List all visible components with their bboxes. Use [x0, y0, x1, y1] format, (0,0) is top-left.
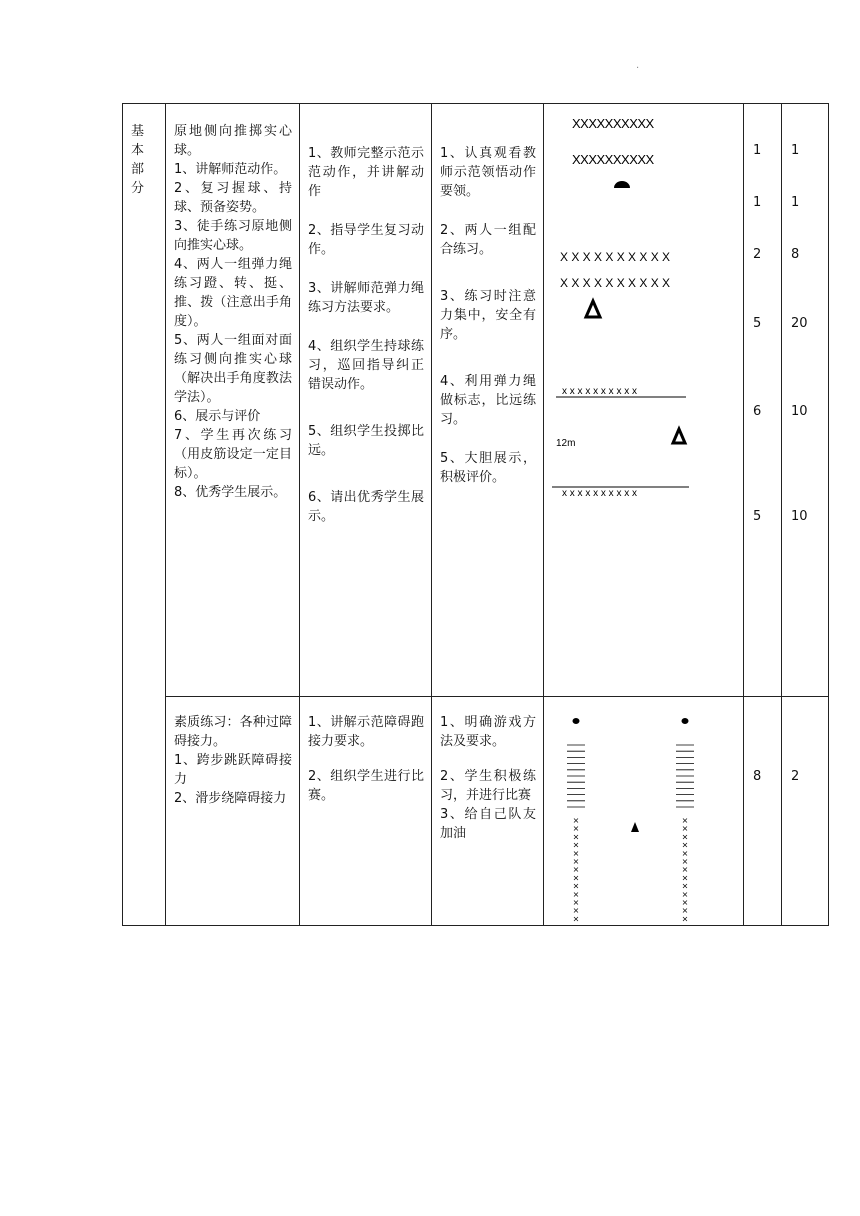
- teacher-line: 2、组织学生进行比赛。: [308, 769, 424, 803]
- student-cell: [432, 697, 544, 926]
- content-line: 5、两人一组面对面练习侧向推实心球（解决出手角度教法学法）。: [174, 333, 292, 405]
- content-line: 1、讲解师范动作。: [174, 162, 287, 177]
- intensity-value: 2: [791, 769, 800, 784]
- teacher-cell: [300, 104, 432, 697]
- formation-row: x x x x x x x x x x: [562, 386, 638, 397]
- formation-diagram-cell: [544, 104, 744, 697]
- teacher-line: 1、讲解示范障碍跑接力要求。: [308, 715, 424, 749]
- runner-mark: ×: [681, 840, 689, 850]
- runner-mark: ×: [572, 898, 580, 907]
- flag-dot-icon: [573, 718, 580, 724]
- teacher-line: 3、讲解师范弹力绳练习方法要求。: [308, 281, 424, 315]
- runner-mark: ×: [572, 873, 580, 883]
- teacher-triangle-icon: [631, 822, 639, 832]
- runner-mark: ×: [681, 816, 689, 825]
- runner-mark: ×: [681, 865, 689, 875]
- time-value: 2: [753, 247, 762, 262]
- content-line: 4、两人一组弹力绳练习蹬、转、挺、推、拨（注意出手角度）。: [174, 257, 292, 329]
- teacher-line: 4、组织学生持球练习，巡回指导纠正错误动作。: [308, 339, 424, 392]
- runner-mark: ×: [572, 906, 580, 916]
- intensity-value: 8: [791, 247, 800, 262]
- student-cell: [432, 104, 544, 697]
- runner-mark: ×: [572, 848, 580, 858]
- intensity-cell: [782, 697, 829, 926]
- teacher-cell: [300, 697, 432, 926]
- runner-mark: ×: [572, 840, 580, 850]
- runner-mark: ×: [681, 898, 689, 907]
- content-cell: [166, 697, 300, 926]
- formation-diagram: [544, 104, 744, 694]
- student-line: 4、利用弹力绳做标志，比远练习。: [440, 374, 536, 427]
- student-line: 3、给自己队友加油: [440, 807, 536, 841]
- formation-row: XXXXXXXXXX: [572, 152, 654, 167]
- formation-row: X X X X X X X X X X: [560, 276, 671, 290]
- relay-diagram: [544, 697, 744, 925]
- time-value: 8: [753, 769, 762, 784]
- runner-mark: ×: [572, 914, 580, 924]
- teacher-line: 2、指导学生复习动作。: [308, 223, 424, 257]
- content-cell: [166, 104, 300, 697]
- intensity-value: 10: [791, 509, 808, 524]
- runner-mark: ×: [681, 906, 689, 916]
- time-value: 6: [753, 404, 762, 419]
- time-cell: [744, 697, 782, 926]
- formation-row: X X X X X X X X X X: [560, 250, 671, 264]
- time-cell: [744, 104, 782, 697]
- table-row: [123, 697, 829, 926]
- teacher-line: 1、教师完整示范示范动作，并讲解动作: [308, 146, 424, 199]
- runner-mark: ×: [681, 873, 689, 883]
- section-label: 基本部分: [131, 124, 145, 196]
- content-line: 1、跨步跳跃障碍接力: [174, 753, 292, 787]
- content-line: 8、优秀学生展示。: [174, 485, 287, 500]
- time-value: 5: [753, 509, 762, 524]
- time-value: 1: [753, 143, 762, 158]
- student-line: 2、学生积极练习，并进行比赛: [440, 769, 536, 803]
- student-line: 3、练习时注意力集中，安全有序。: [440, 289, 536, 342]
- content-line: 素质练习：各种过障碍接力。: [174, 715, 292, 749]
- runner-mark: ×: [681, 824, 689, 834]
- runner-mark: ×: [681, 832, 689, 842]
- section-cell: [123, 104, 166, 926]
- runner-mark: ×: [572, 816, 580, 825]
- time-value: 1: [753, 195, 762, 210]
- content-line: 原地侧向推掷实心球。: [174, 124, 292, 158]
- teacher-line: 5、组织学生投掷比远。: [308, 424, 424, 458]
- teacher-line: 6、请出优秀学生展示。: [308, 490, 424, 524]
- table-row: [123, 104, 829, 697]
- runner-mark: ×: [681, 857, 689, 866]
- flag-dot-icon: [682, 718, 689, 724]
- page-dot: .: [636, 60, 640, 71]
- intensity-value: 1: [791, 195, 800, 210]
- intensity-value: 20: [791, 316, 808, 331]
- teacher-triangle-icon: [673, 429, 685, 443]
- runner-mark: ×: [572, 832, 580, 842]
- runner-mark: ×: [681, 889, 689, 899]
- runner-mark: ×: [572, 889, 580, 899]
- runner-mark: ×: [572, 865, 580, 875]
- relay-diagram-cell: [544, 697, 744, 926]
- student-line: 1、明确游戏方法及要求。: [440, 715, 536, 749]
- runner-mark: ×: [572, 857, 580, 866]
- teacher-dome-icon: [614, 181, 630, 188]
- intensity-value: 1: [791, 143, 800, 158]
- teacher-triangle-icon: [586, 301, 600, 317]
- content-line: 3、徒手练习原地侧向推实心球。: [174, 219, 292, 253]
- content-line: 6、展示与评价: [174, 409, 261, 424]
- student-line: 1、认真观看教师示范领悟动作要领。: [440, 146, 536, 199]
- content-line: 7、学生再次练习（用皮筋设定一定目标）。: [174, 428, 292, 481]
- formation-row: XXXXXXXXXX: [572, 116, 654, 131]
- content-line: 2、复习握球、持球、预备姿势。: [174, 181, 292, 215]
- student-line: 2、两人一组配合练习。: [440, 223, 536, 257]
- runner-mark: ×: [681, 881, 689, 891]
- lesson-plan-table: [122, 103, 829, 926]
- student-line: 5、大胆展示，积极评价。: [440, 451, 536, 485]
- content-line: 2、滑步绕障碍接力: [174, 791, 287, 806]
- time-value: 5: [753, 316, 762, 331]
- runner-mark: ×: [572, 881, 580, 891]
- runner-mark: ×: [681, 914, 689, 924]
- formation-row: x x x x x x x x x x: [562, 488, 638, 499]
- intensity-cell: [782, 104, 829, 697]
- runner-mark: ×: [681, 848, 689, 858]
- intensity-value: 10: [791, 404, 808, 419]
- distance-label: 12m: [556, 438, 576, 449]
- runner-mark: ×: [572, 824, 580, 834]
